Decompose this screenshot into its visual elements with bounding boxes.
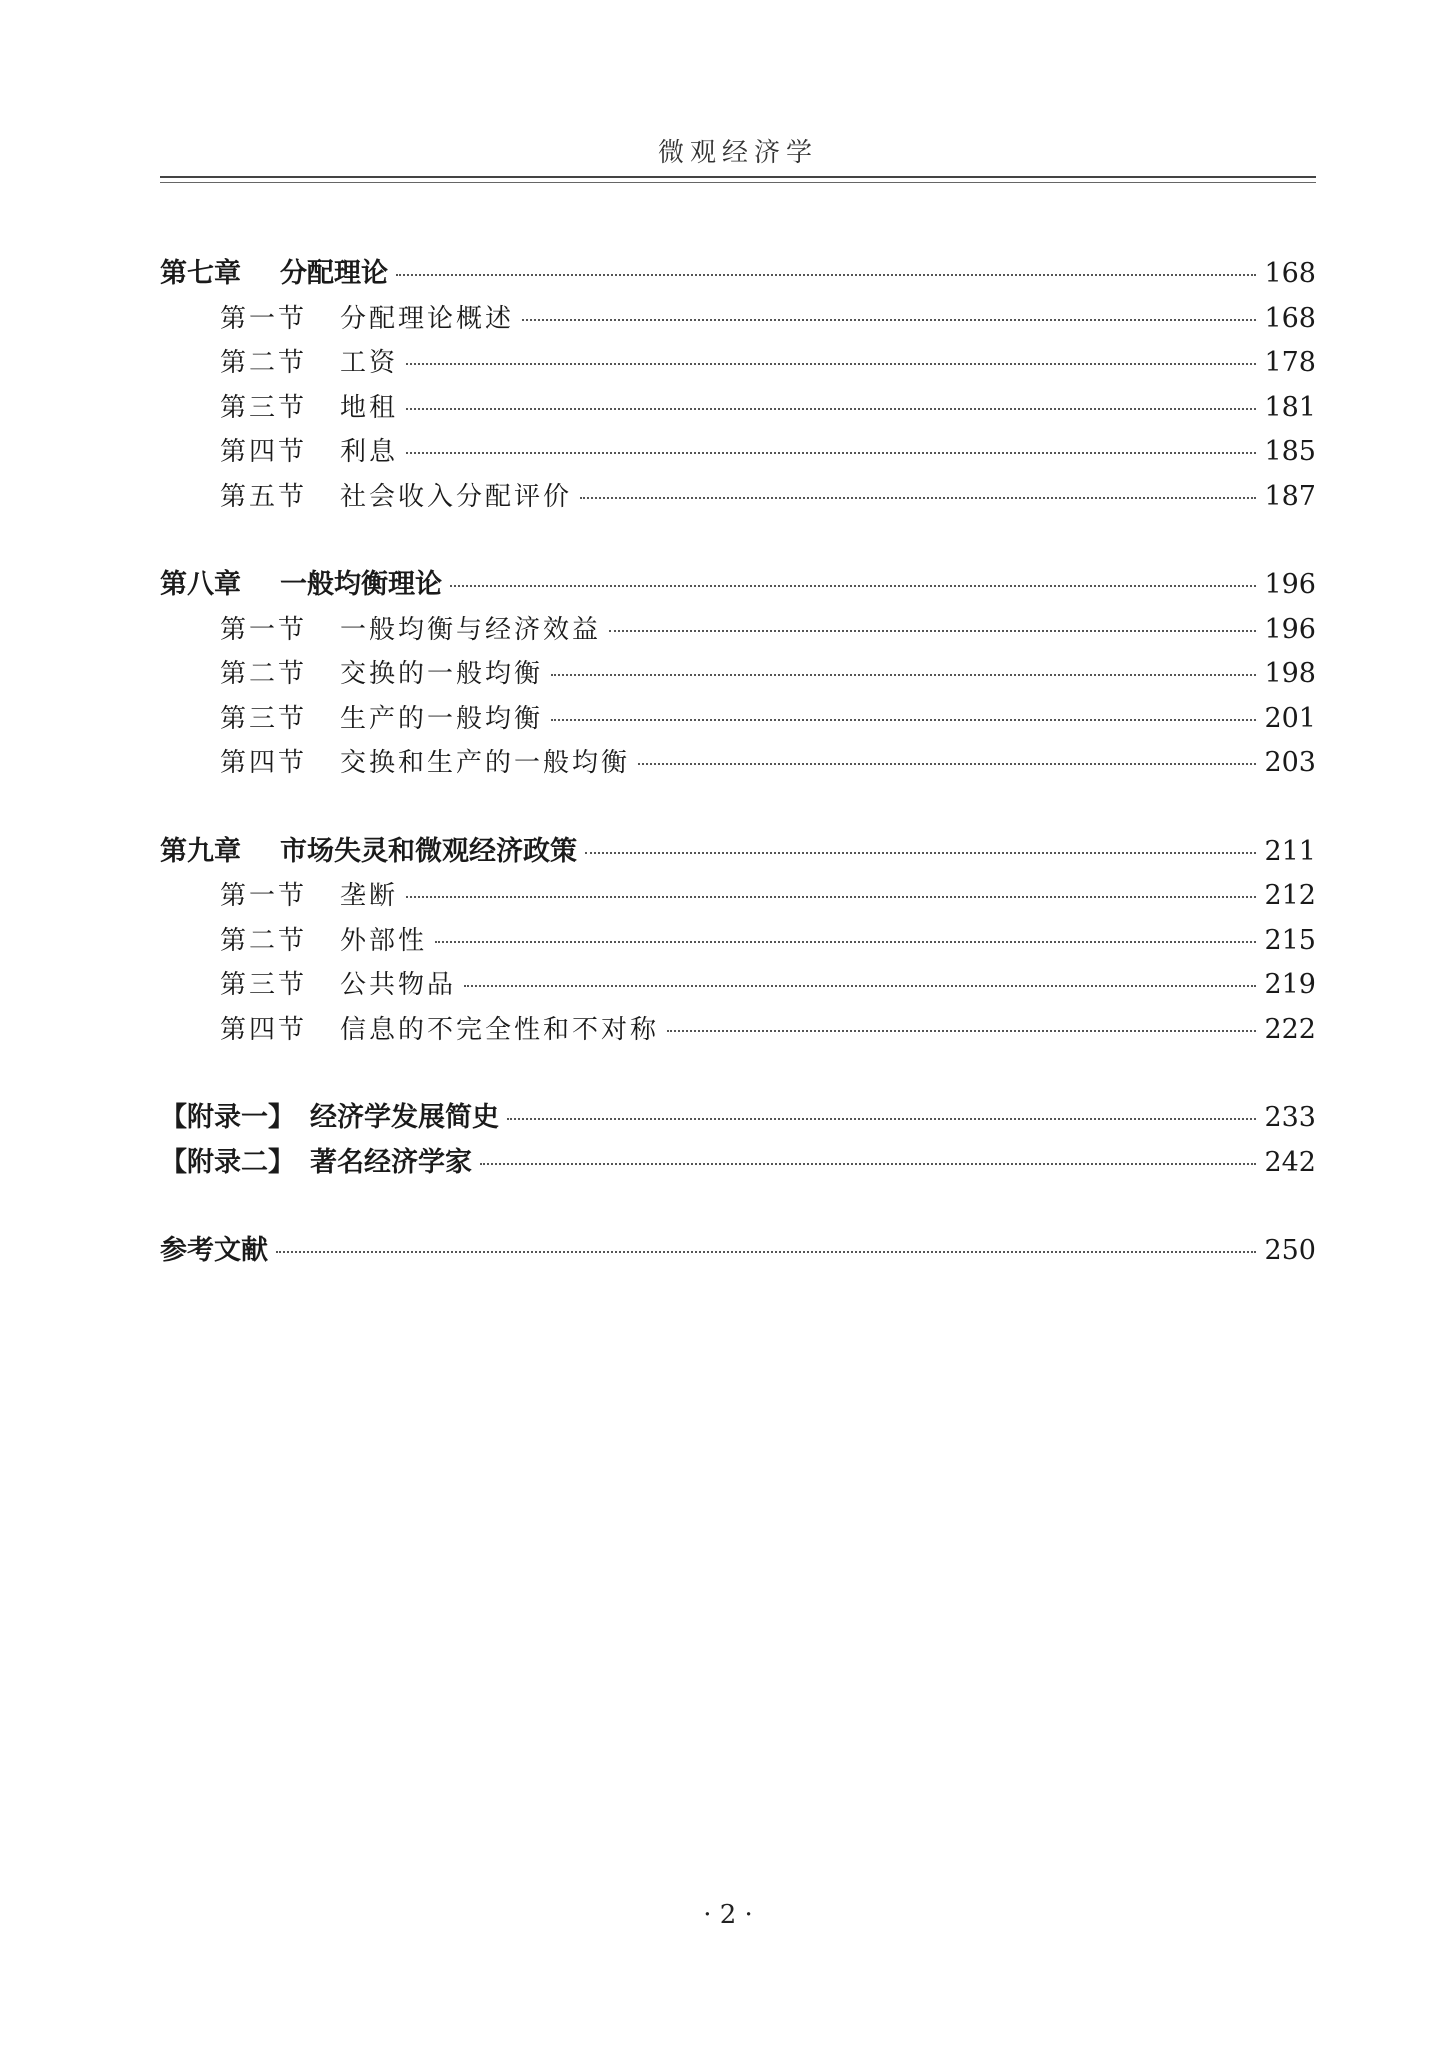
- page-number: 203: [1264, 747, 1316, 778]
- page-number: 185: [1264, 436, 1316, 467]
- chapter-title: 市场失灵和微观经济政策: [280, 835, 577, 867]
- toc-section-entry[interactable]: [160, 874, 1316, 919]
- toc-chapter-entry[interactable]: [160, 563, 1316, 608]
- dot-leader: [667, 1030, 1256, 1032]
- section-label: 第三节: [220, 703, 308, 734]
- page-number: 250: [1264, 1235, 1316, 1266]
- page-number: 168: [1264, 302, 1316, 334]
- appendix-title: 经济学发展简史: [310, 1102, 499, 1133]
- section-label: 第三节: [220, 970, 308, 1000]
- dot-leader: [609, 630, 1256, 632]
- page-number: 196: [1264, 613, 1316, 645]
- dot-leader: [450, 585, 1256, 587]
- section-title: 社会收入分配评价: [340, 481, 573, 512]
- page-number: 212: [1264, 880, 1316, 911]
- section-title: 分配理论概述: [340, 303, 515, 334]
- footer-page-number: · 2 ·: [703, 1900, 753, 1930]
- section-title: 交换的一般均衡: [340, 659, 544, 689]
- section-label: 第二节: [220, 659, 308, 689]
- table-of-contents: [160, 252, 1316, 1318]
- toc-section-entry[interactable]: [160, 1008, 1316, 1053]
- page-number: 187: [1264, 480, 1316, 512]
- section-title: 公共物品: [340, 970, 457, 1000]
- references-title: 参考文献: [160, 1235, 268, 1266]
- section-label: 第四节: [220, 748, 308, 778]
- dot-leader: [522, 319, 1256, 321]
- toc-references-entry[interactable]: [160, 1229, 1316, 1274]
- running-header-title: 微观经济学: [657, 138, 818, 168]
- toc-chapter-8: [160, 563, 1316, 786]
- section-title: 交换和生产的一般均衡: [340, 748, 631, 778]
- page-number: 201: [1264, 702, 1316, 734]
- section-title: 生产的一般均衡: [340, 703, 544, 734]
- section-title: 外部性: [340, 925, 428, 956]
- dot-leader: [435, 941, 1256, 943]
- dot-leader: [638, 763, 1256, 765]
- section-title: 工资: [340, 348, 399, 378]
- header-rule-thin: [160, 182, 1316, 183]
- dot-leader: [406, 452, 1256, 454]
- chapter-label: 第九章: [160, 835, 241, 867]
- dot-leader: [406, 363, 1256, 365]
- chapter-title: 一般均衡理论: [280, 569, 442, 600]
- dot-leader: [580, 497, 1256, 499]
- section-label: 第四节: [220, 437, 308, 467]
- dot-leader: [551, 674, 1256, 676]
- page-number: 233: [1264, 1102, 1316, 1133]
- page-number: 168: [1264, 258, 1316, 289]
- section-label: 第一节: [220, 303, 308, 334]
- section-label: 第一节: [220, 881, 308, 911]
- section-title: 地租: [340, 392, 399, 423]
- section-label: 第三节: [220, 392, 308, 423]
- toc-section-entry[interactable]: [160, 608, 1316, 653]
- appendix-label: 【附录二】: [160, 1146, 295, 1178]
- chapter-title: 分配理论: [280, 258, 388, 289]
- dot-leader: [464, 985, 1256, 987]
- section-label: 第二节: [220, 925, 308, 956]
- page-number: 215: [1264, 924, 1316, 956]
- dot-leader: [480, 1163, 1256, 1165]
- appendix-label: 【附录一】: [160, 1102, 295, 1133]
- toc-references: [160, 1229, 1316, 1274]
- toc-chapter-9: [160, 830, 1316, 1053]
- section-label: 第五节: [220, 481, 308, 512]
- toc-section-entry[interactable]: [160, 652, 1316, 697]
- toc-chapter-7: [160, 252, 1316, 519]
- dot-leader: [396, 274, 1256, 276]
- toc-section-entry[interactable]: [160, 430, 1316, 475]
- dot-leader: [507, 1118, 1256, 1120]
- page-number: 211: [1264, 835, 1316, 867]
- section-title: 一般均衡与经济效益: [340, 614, 602, 645]
- dot-leader: [276, 1251, 1256, 1253]
- toc-section-entry[interactable]: [160, 297, 1316, 342]
- page-number: 222: [1264, 1013, 1316, 1045]
- chapter-label: 第八章: [160, 569, 241, 600]
- toc-chapter-entry[interactable]: [160, 830, 1316, 875]
- section-title: 垄断: [340, 881, 399, 911]
- toc-section-entry[interactable]: [160, 963, 1316, 1008]
- header-rule: [160, 176, 1316, 178]
- page-number: 181: [1264, 391, 1316, 423]
- toc-section-entry[interactable]: [160, 341, 1316, 386]
- section-label: 第四节: [220, 1014, 308, 1045]
- section-title: 利息: [340, 437, 399, 467]
- dot-leader: [406, 896, 1256, 898]
- dot-leader: [551, 719, 1256, 721]
- chapter-label: 第七章: [160, 258, 241, 289]
- toc-section-entry[interactable]: [160, 697, 1316, 742]
- page-number: 219: [1264, 969, 1316, 1000]
- toc-chapter-entry[interactable]: [160, 252, 1316, 297]
- page-number: 242: [1264, 1146, 1316, 1178]
- toc-appendix-entry[interactable]: [160, 1096, 1316, 1141]
- appendix-title: 著名经济学家: [310, 1146, 472, 1178]
- toc-section-entry[interactable]: [160, 919, 1316, 964]
- toc-appendix-entry[interactable]: [160, 1141, 1316, 1186]
- page-number: 178: [1264, 347, 1316, 378]
- dot-leader: [585, 852, 1256, 854]
- section-label: 第一节: [220, 614, 308, 645]
- toc-section-entry[interactable]: [160, 386, 1316, 431]
- dot-leader: [406, 408, 1256, 410]
- toc-section-entry[interactable]: [160, 741, 1316, 786]
- page-number: 196: [1264, 569, 1316, 600]
- section-label: 第二节: [220, 348, 308, 378]
- section-title: 信息的不完全性和不对称: [340, 1014, 660, 1045]
- toc-appendices: [160, 1096, 1316, 1185]
- toc-section-entry[interactable]: [160, 475, 1316, 520]
- page-number: 198: [1264, 658, 1316, 689]
